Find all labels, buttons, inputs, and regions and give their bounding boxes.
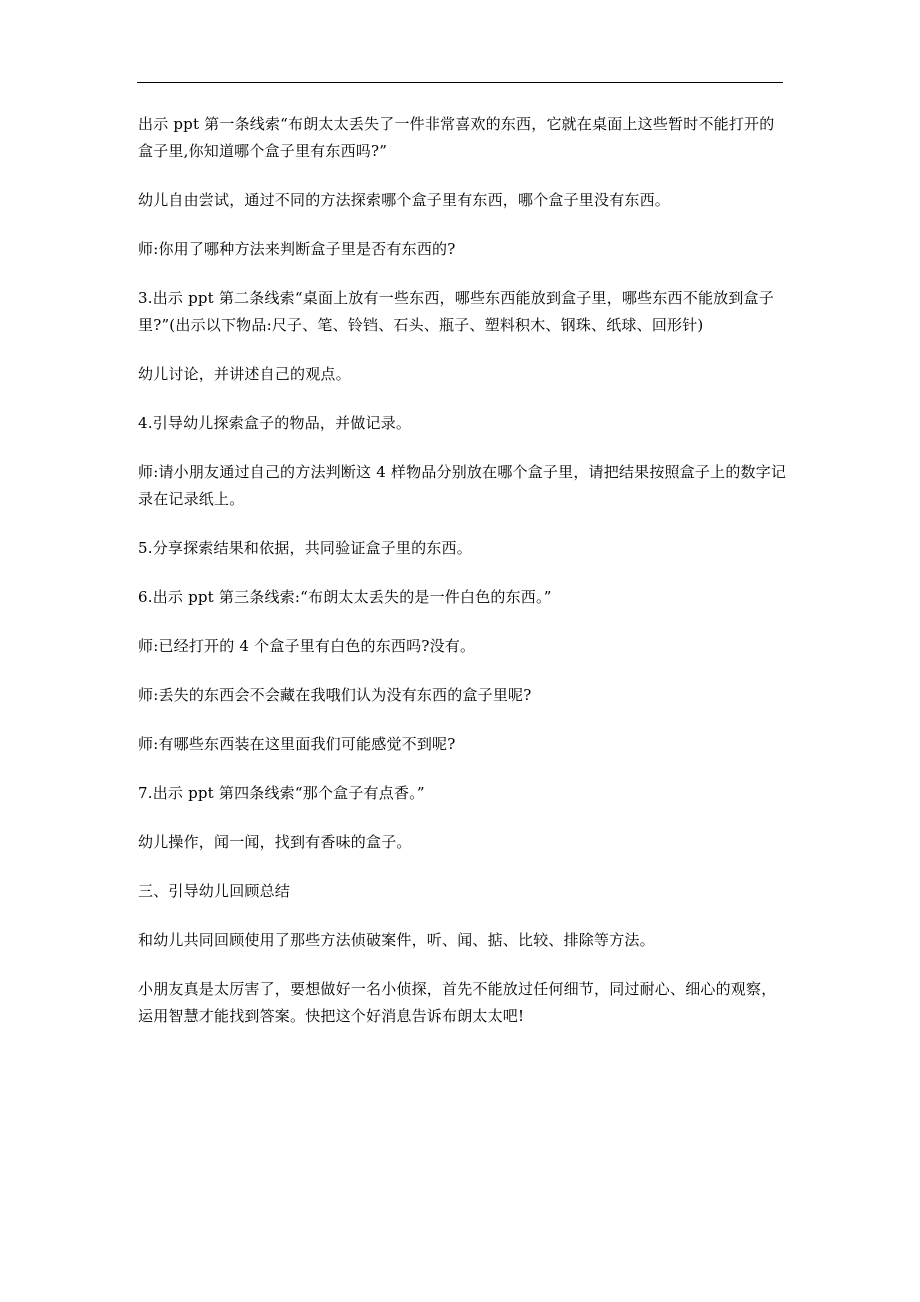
paragraph: 幼儿讨论，并讲述自己的观点。 — [138, 365, 351, 383]
paragraph: 师:有哪些东西装在这里面我们可能感觉不到呢? — [138, 735, 456, 753]
paragraph: 师:你用了哪种方法来判断盒子里是否有东西的? — [138, 240, 456, 258]
paragraph: 幼儿操作，闻一闻，找到有香味的盒子。 — [138, 833, 412, 851]
document-body — [138, 111, 788, 1052]
header-rule — [137, 82, 783, 83]
paragraph: 师:已经打开的 4 个盒子里有白色的东西吗?没有。 — [138, 637, 476, 655]
paragraph: 7.出示 ppt 第四条线索“那个盒子有点香。” — [138, 784, 425, 802]
paragraph: 5.分享探索结果和依据，共同验证盒子里的东西。 — [138, 539, 472, 557]
paragraph: 和幼儿共同回顾使用了那些方法侦破案件，听、闻、掂、比较、排除等方法。 — [138, 931, 655, 949]
paragraph: 小朋友真是太厉害了，要想做好一名小侦探，首先不能放过任何细节，同过耐心、细心的观察，运用智慧才能找到答案。快把这个好消息告诉布朗太太吧! — [138, 980, 777, 1025]
paragraph: 幼儿自由尝试，通过不同的方法探索哪个盒子里有东西，哪个盒子里没有东西。 — [138, 191, 671, 209]
paragraph: 出示 ppt 第一条线索“布朗太太丢失了一件非常喜欢的东西，它就在桌面上这些暂时不能打开的盒子里,你知道哪个盒子里有东西吗?” — [138, 115, 775, 160]
paragraph: 师:丢失的东西会不会藏在我哦们认为没有东西的盒子里呢? — [138, 686, 532, 704]
paragraph: 3.出示 ppt 第二条线索“桌面上放有一些东西，哪些东西能放到盒子里，哪些东西不能放到盒子里?”(出示以下物品:尺子、笔、铃铛、石头、瓶子、塑料积木、钢珠、纸球、回形针) — [138, 289, 774, 334]
paragraph: 4.引导幼儿探索盒子的物品，并做记录。 — [138, 414, 412, 432]
paragraph: 师:请小朋友通过自己的方法判断这 4 样物品分别放在哪个盒子里，请把结果按照盒子上的数字记录在记录纸上。 — [138, 463, 787, 508]
section-heading: 三、引导幼儿回顾总结 — [138, 882, 291, 900]
paragraph: 6.出示 ppt 第三条线索:“布朗太太丢失的是一件白色的东西。” — [138, 588, 552, 606]
